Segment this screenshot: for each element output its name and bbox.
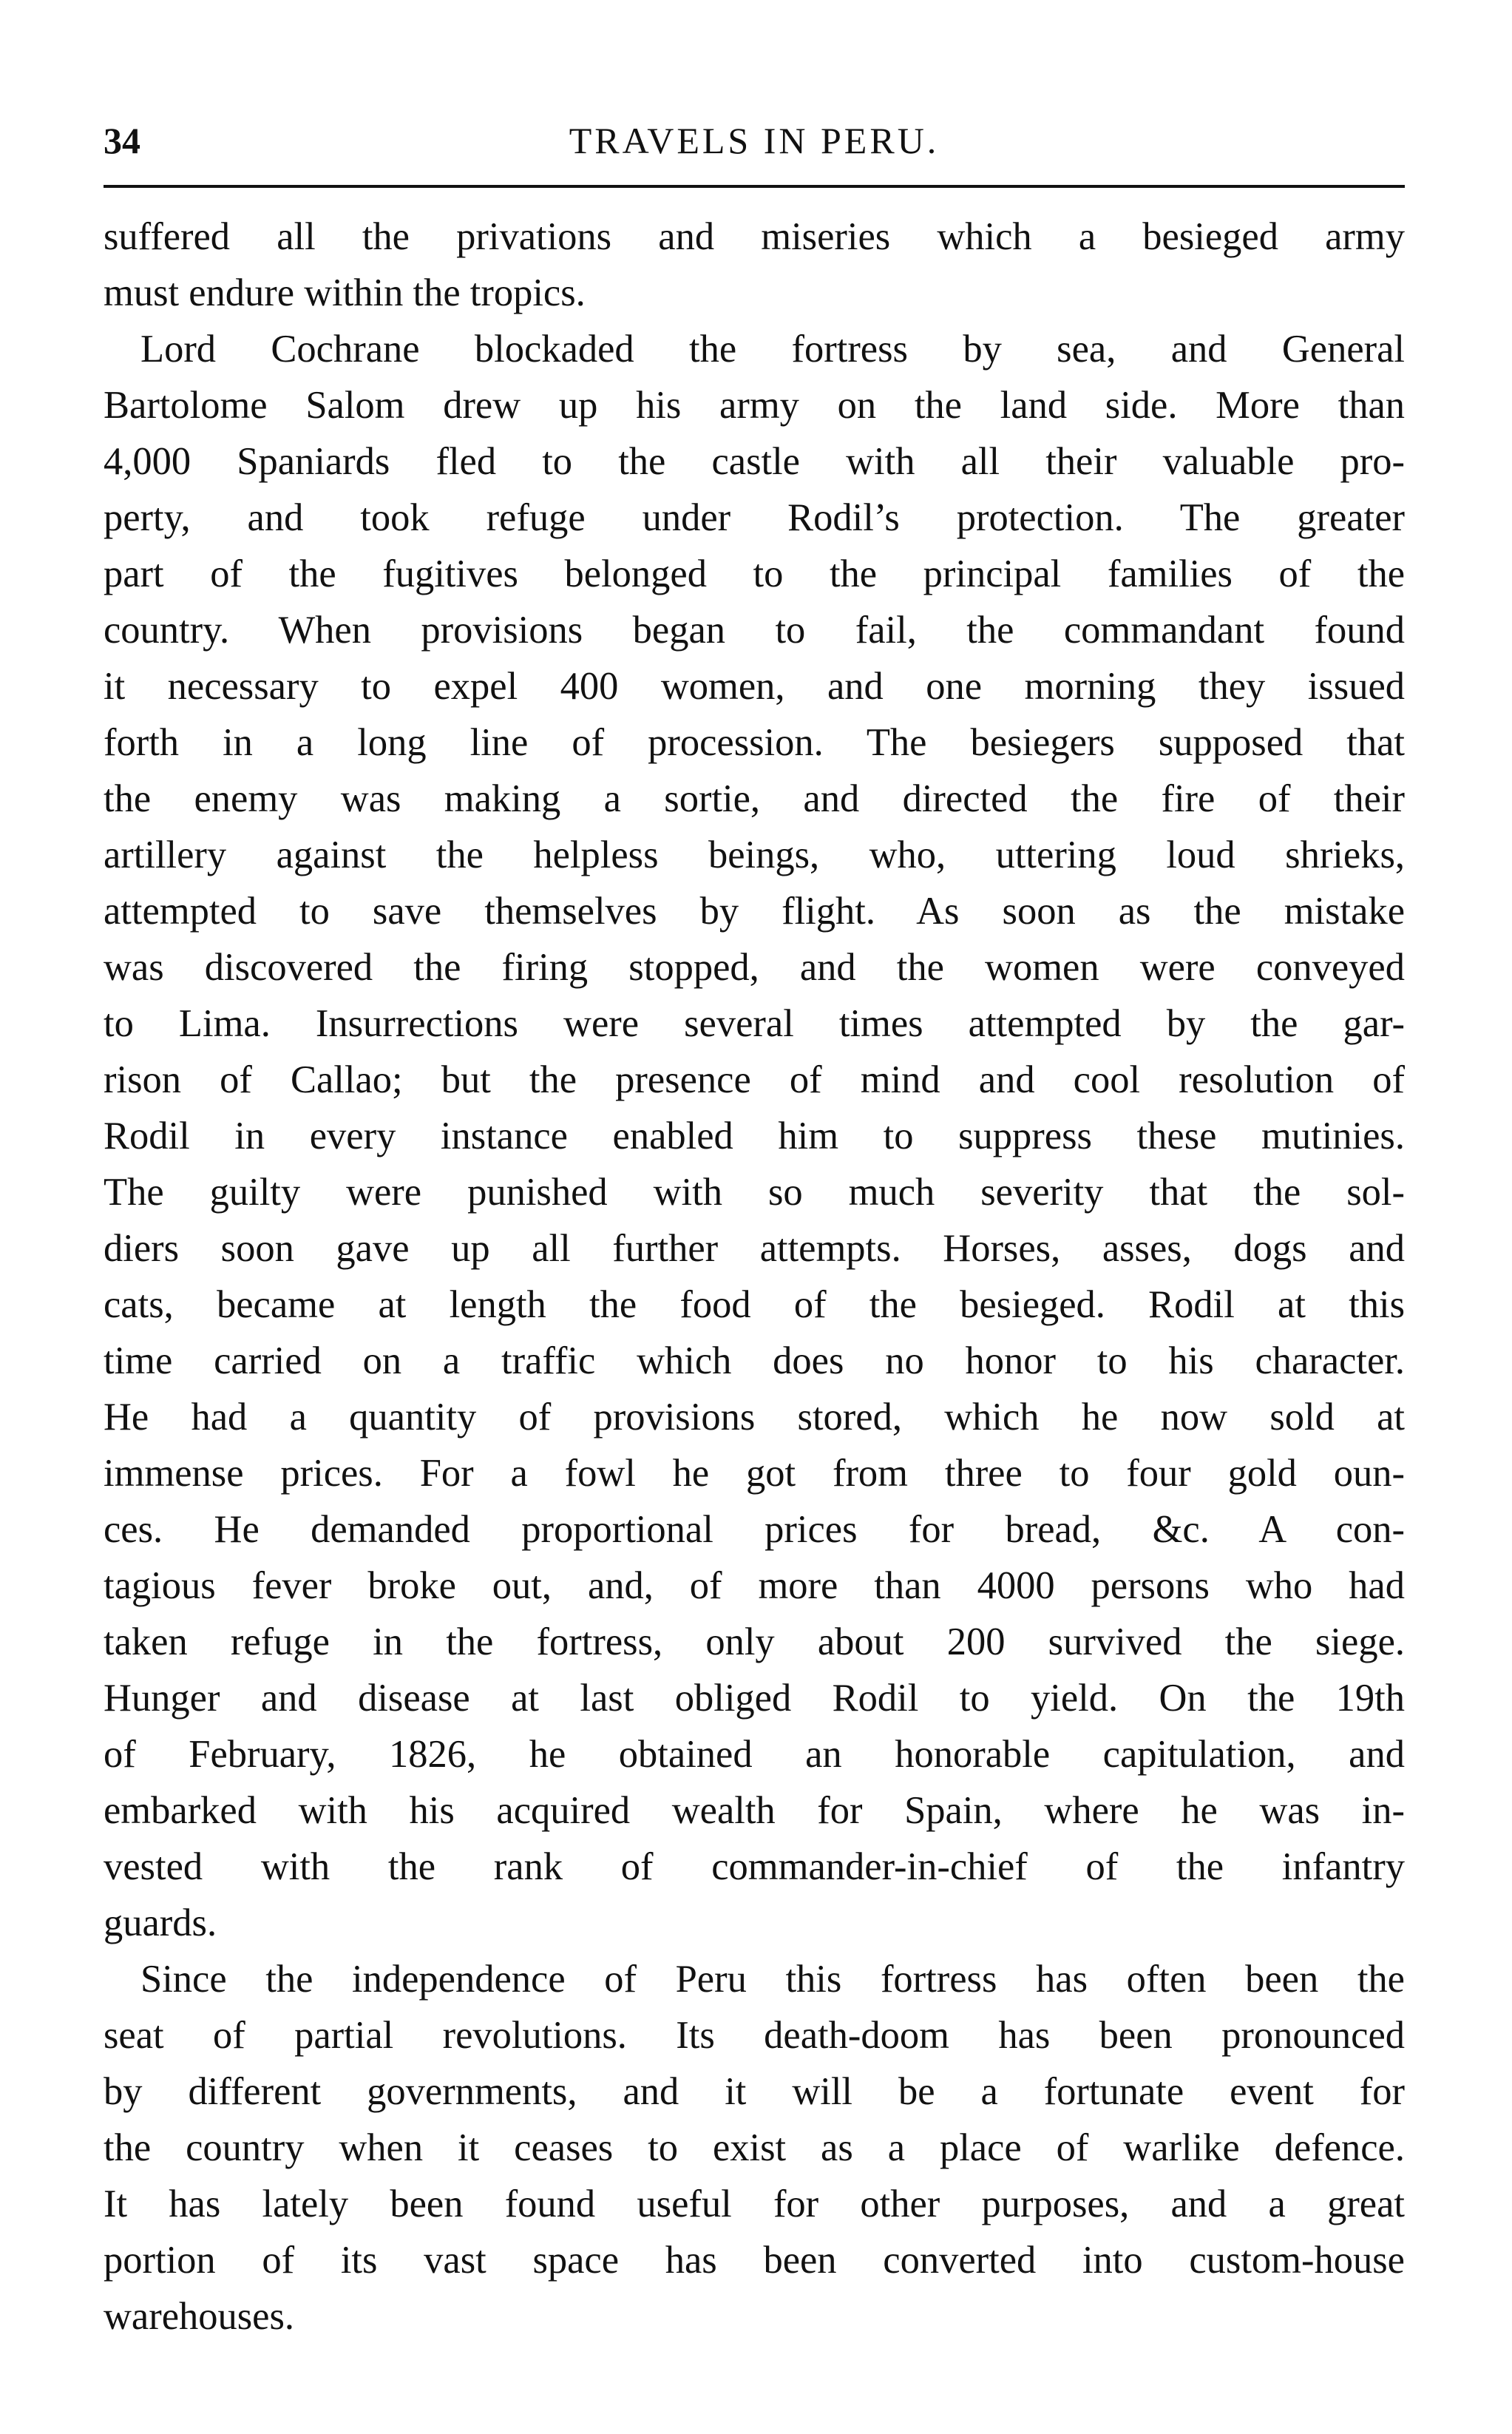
text-line: the country when it ceases to exist as a place of warlike defence. [104, 2126, 1405, 2169]
text-line: He had a quantity of provisions stored, which he now sold at [104, 1396, 1405, 1439]
body-text [104, 209, 1405, 2345]
text-line: artillery against the helpless beings, who, uttering loud shrieks, [104, 834, 1405, 876]
text-line: it necessary to expel 400 women, and one morning they issued [104, 665, 1405, 708]
page-header [104, 115, 1405, 166]
text-line: by different governments, and it will be a fortunate event for [104, 2070, 1405, 2113]
text-line: to Lima. Insurrections were several times attempted by the gar- [104, 1002, 1405, 1045]
text-line: the enemy was making a sortie, and directed the fire of their [104, 777, 1405, 820]
paragraph-siege [104, 321, 1405, 1951]
text-line: was discovered the firing stopped, and the women were conveyed [104, 946, 1405, 989]
text-line: The guilty were punished with so much severity that the sol- [104, 1171, 1405, 1214]
text-line: It has lately been found useful for other purposes, and a great [104, 2183, 1405, 2225]
text-line: ces. He demanded proportional prices for bread, &c. A con- [104, 1508, 1405, 1551]
text-line: perty, and took refuge under Rodil’s protection. The greater [104, 496, 1405, 539]
text-line: must endure within the tropics. [104, 271, 586, 314]
text-line: vested with the rank of commander-in-chief of the infantry [104, 1845, 1405, 1888]
text-line: tagious fever broke out, and, of more than 4000 persons who had [104, 1564, 1405, 1607]
text-line: of February, 1826, he obtained an honorable capitulation, and [104, 1733, 1405, 1776]
text-line: warehouses. [104, 2295, 295, 2338]
text-line: Lord Cochrane blockaded the fortress by sea, and General [140, 328, 1405, 371]
header-rule [104, 185, 1405, 188]
text-line: rison of Callao; but the presence of mind and cool resolution of [104, 1058, 1405, 1101]
text-line: suffered all the privations and miseries which a besieged army [104, 215, 1405, 258]
paragraph-fortress [104, 1951, 1405, 2345]
page-number: 34 [104, 120, 140, 161]
paragraph-continued [104, 209, 1405, 321]
text-line: cats, became at length the food of the besieged. Rodil at this [104, 1283, 1405, 1326]
text-line: attempted to save themselves by flight. As soon as the mistake [104, 890, 1405, 933]
text-line: portion of its vast space has been converted into custom-house [104, 2239, 1405, 2282]
text-line: guards. [104, 1901, 217, 1944]
text-line: part of the fugitives belonged to the principal families of the [104, 552, 1405, 595]
text-line: embarked with his acquired wealth for Spain, where he was in- [104, 1789, 1405, 1832]
text-line: seat of partial revolutions. Its death-doom has been pronounced [104, 2014, 1405, 2057]
running-title: TRAVELS IN PERU. [569, 120, 940, 161]
text-line: time carried on a traffic which does no honor to his character. [104, 1339, 1405, 1382]
text-line: immense prices. For a fowl he got from three to four gold oun- [104, 1452, 1405, 1495]
text-line: diers soon gave up all further attempts. Horses, asses, dogs and [104, 1227, 1405, 1270]
text-line: Bartolome Salom drew up his army on the land side. More than [104, 384, 1405, 427]
text-line: Since the independence of Peru this fortress has often been the [140, 1958, 1405, 2001]
text-line: Hunger and disease at last obliged Rodil to yield. On the 19th [104, 1677, 1405, 1720]
text-line: country. When provisions began to fail, the commandant found [104, 609, 1405, 652]
text-line: taken refuge in the fortress, only about 200 survived the siege. [104, 1620, 1405, 1663]
text-line: 4,000 Spaniards fled to the castle with all their valuable pro- [104, 440, 1405, 483]
text-line: forth in a long line of procession. The besiegers supposed that [104, 721, 1405, 764]
text-line: Rodil in every instance enabled him to suppress these mutinies. [104, 1115, 1405, 1157]
